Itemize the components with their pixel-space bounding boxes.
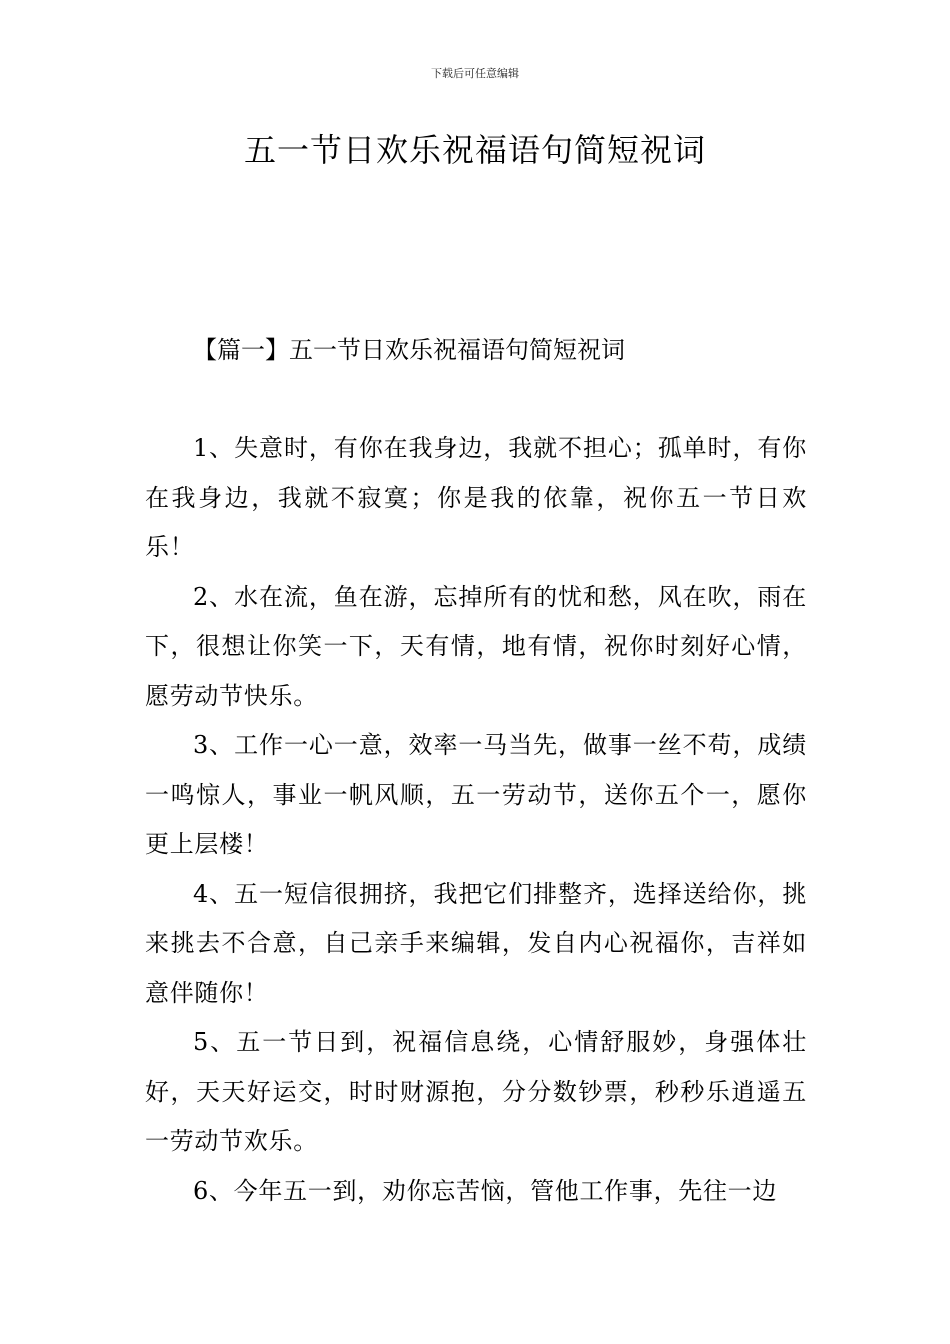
section-heading: 【篇一】五一节日欢乐祝福语句简短祝词 (193, 336, 625, 364)
paragraph-2: 2、水在流，鱼在游，忘掉所有的忧和愁，风在吹，雨在下，很想让你笑一下，天有情，地有情，祝你时刻好心情，愿劳动节快乐。 (145, 582, 807, 710)
paragraph-4: 4、五一短信很拥挤，我把它们排整齐，选择送给你，挑来挑去不合意，自己亲手来编辑，发自内心祝福你，吉祥如意伴随你！ (145, 879, 807, 1007)
paragraph-3: 3、工作一心一意，效率一马当先，做事一丝不苟，成绩一鸣惊人，事业一帆风顺，五一劳动节，送你五个一，愿你更上层楼！ (145, 731, 807, 858)
paragraph-5: 5、五一节日到，祝福信息绕，心情舒服妙，身强体壮好，天天好运交，时时财源抱，分分数钞票，秒秒乐逍遥五一劳动节欢乐。 (145, 1028, 807, 1155)
paragraph-1: 1、失意时，有你在我身边，我就不担心；孤单时，有你在我身边，我就不寂寞；你是我的依靠，祝你五一节日欢乐！ (145, 434, 807, 561)
paragraph-6: 6、今年五一到，劝你忘苦恼，管他工作事，先往一边 (193, 1176, 778, 1205)
header-note: 下载后可任意编辑 (431, 67, 519, 80)
document-body (145, 424, 807, 1224)
document-title: 五一节日欢乐祝福语句简短祝词 (243, 131, 706, 169)
